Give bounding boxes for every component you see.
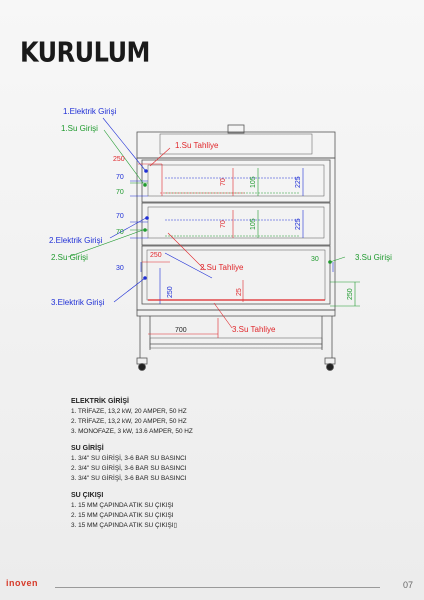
dim-70-mid-1: 70 xyxy=(220,178,227,186)
dim-70-mid-2: 70 xyxy=(220,220,227,228)
dim-70-b: 70 xyxy=(116,189,124,196)
list-item: 3. 3/4" SU GİRİŞİ, 3-6 BAR SU BASINCI xyxy=(71,475,187,482)
callout-water-1: 1.Su Girişi xyxy=(61,124,98,133)
dim-225-2: 225 xyxy=(295,218,302,230)
brand-logo: inoven xyxy=(6,578,39,588)
electric-list xyxy=(71,407,371,437)
page-number: 07 xyxy=(403,580,414,590)
callout-drain-2: 2.Su Tahliye xyxy=(200,263,244,272)
list-item: 3. MONOFAZE, 3 kW, 13.6 AMPER, 50 HZ xyxy=(71,428,193,435)
water-in-list xyxy=(71,454,371,484)
callout-electric-1: 1.Elektrik Girişi xyxy=(63,107,117,116)
dim-250-top: 250 xyxy=(113,156,125,163)
callout-electric-3: 3.Elektrik Girişi xyxy=(51,298,105,307)
dim-70-c: 70 xyxy=(116,213,124,220)
page-title: KURULUM xyxy=(20,36,150,69)
list-item: 1. 15 MM ÇAPINDA ATIK SU ÇIKIŞI xyxy=(71,502,174,509)
dim-70-d: 70 xyxy=(116,229,124,236)
dim-70-a: 70 xyxy=(116,174,124,181)
installation-diagram xyxy=(0,95,424,385)
footer-divider xyxy=(55,587,380,588)
callout-electric-2: 2.Elektrik Girişi xyxy=(49,236,103,245)
water-out-list xyxy=(71,501,371,531)
dim-250-right: 250 xyxy=(347,288,354,300)
list-item: 2. 3/4" SU GİRİŞİ, 3-6 BAR SU BASINCI xyxy=(71,465,187,472)
water-dimensions xyxy=(68,130,360,306)
list-item: 1. 3/4" SU GİRİŞİ, 3-6 BAR SU BASINCI xyxy=(71,455,187,462)
callout-water-2: 2.Su Girişi xyxy=(51,253,88,262)
callout-drain-3: 3.Su Tahliye xyxy=(232,325,276,334)
dim-30-left: 30 xyxy=(116,265,124,272)
list-item: 2. TRİFAZE, 13,2 kW, 20 AMPER, 50 HZ xyxy=(71,418,187,425)
electric-heading: ELEKTRİK GİRİŞİ xyxy=(71,398,129,405)
callout-water-3: 3.Su Girişi xyxy=(355,253,392,262)
dim-700: 700 xyxy=(175,327,187,334)
dim-25: 25 xyxy=(236,288,243,296)
dim-105-1: 105 xyxy=(250,176,257,188)
water-in-heading: SU GİRİŞİ xyxy=(71,445,104,452)
dim-225-1: 225 xyxy=(295,176,302,188)
dim-105-2: 105 xyxy=(250,218,257,230)
list-item: 3. 15 MM ÇAPINDA ATIK SU ÇIKIŞI▯ xyxy=(71,522,178,529)
list-item: 2. 15 MM ÇAPINDA ATIK SU ÇIKIŞI xyxy=(71,512,174,519)
dim-250-low: 250 xyxy=(167,286,174,298)
callout-drain-1: 1.Su Tahliye xyxy=(175,141,219,150)
spec-sections xyxy=(71,398,371,539)
dim-30-right: 30 xyxy=(311,256,319,263)
dim-250-mid: 250 xyxy=(150,252,162,259)
water-out-heading: SU ÇIKIŞI xyxy=(71,492,104,499)
list-item: 1. TRİFAZE, 13,2 kW, 20 AMPER, 50 HZ xyxy=(71,408,187,415)
